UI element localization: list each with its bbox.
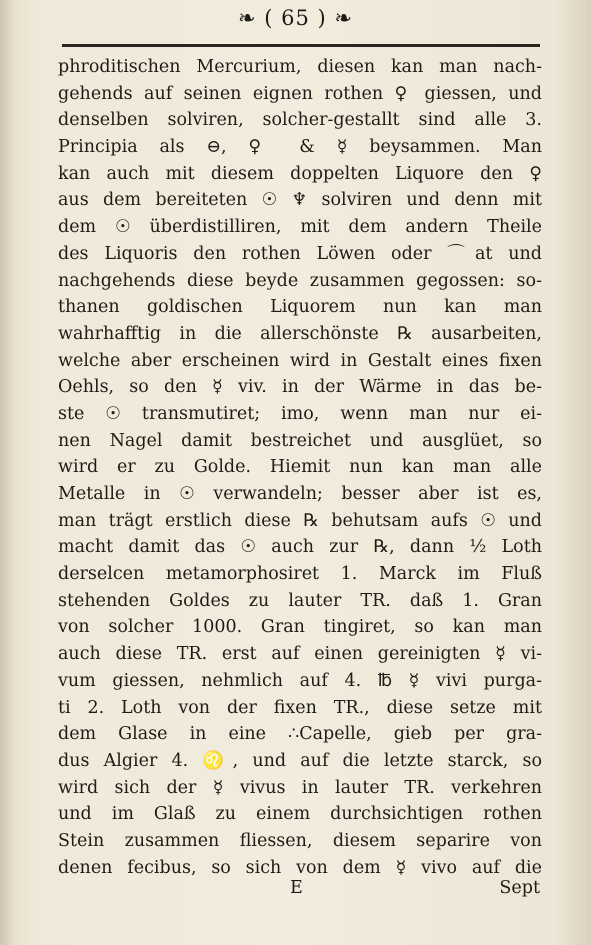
catchword: Sept (499, 878, 540, 898)
text-line: wird er zu Golde. Hiemit nun kan man alle (58, 457, 542, 478)
text-line: derselcen metamorphosiret 1. Marck im Fluß (58, 564, 542, 585)
text-line: phroditischen Mercurium, diesen kan man nach- (58, 57, 542, 77)
signature-mark: E (290, 878, 303, 898)
text-line: nen Nagel damit bestreichet und ausglüet, so (58, 430, 542, 451)
text-line: ste ☉ transmutiret; imo, wenn man nur ei- (58, 403, 542, 424)
text-line: Oehls, so den ☿ viv. in der Wärme in das be- (58, 377, 542, 398)
text-line: dem ☉ überdistilliren, mit dem andern Theile (58, 217, 542, 238)
text-line: welche aber erscheinen wird in Gestalt eines fixen (58, 350, 542, 371)
text-line: wird sich der ☿ vivus in lauter TR. verkehren (58, 777, 542, 798)
text-line: von solcher 1000. Gran tingiret, so kan man (58, 617, 542, 638)
gutter-shadow (0, 0, 14, 945)
text-line: nachgehends diese beyde zusammen gegossen: so- (58, 270, 542, 291)
page-number-header: ❧ ( 65 ) ❧ (238, 6, 353, 30)
text-line: und im Glaß zu einem durchsichtigen rothen (58, 804, 542, 825)
text-line: Stein zusammen fliessen, diesem separire von (58, 830, 542, 851)
text-line: wahrhafftig in die allerschönste ℞ ausarbeiten, (58, 323, 542, 344)
text-line: ti 2. Loth von der fixen TR., diese setze mit (58, 697, 542, 718)
page-footer (58, 878, 542, 904)
text-line: macht damit das ☉ auch zur ℞, dann ½ Loth (58, 537, 542, 558)
text-line: aus dem bereiteten ☉ ♆ solviren und denn mit (58, 190, 542, 211)
text-line: man trägt erstlich diese ℞ behutsam aufs ☉ und (58, 510, 542, 531)
text-line: denselben solviren, solcher-gestallt sind alle 3. (58, 110, 542, 131)
text-line: stehenden Goldes zu lauter TR. daß 1. Gran (58, 590, 542, 611)
text-line: denen fecibus, so sich von dem ☿ vivo auf die (58, 857, 542, 878)
text-line: dus Algier 4. ♌, und auf die letzte starck, so (58, 750, 542, 771)
body-text (58, 54, 542, 881)
text-line: Principia als ⊖, ♀ & ☿ beysammen. Man (58, 137, 542, 158)
text-line: kan auch mit diesem doppelten Liquore den ♀ (58, 163, 542, 184)
text-line: vum giessen, nehmlich auf 4. ℔ ☿ vivi purga- (58, 670, 542, 691)
text-line: gehends auf seinen eignen rothen ♀ giessen, und (58, 83, 542, 104)
text-line: Metalle in ☉ verwandeln; besser aber ist es, (58, 484, 542, 504)
text-line: des Liquoris den rothen Löwen oder ⌒at und (58, 243, 542, 264)
text-line: auch diese TR. erst auf einen gereinigten ☿ vi- (58, 644, 542, 665)
text-line: thanen goldischen Liquorem nun kan man (58, 297, 542, 318)
header-rule (62, 44, 540, 47)
text-line: dem Glase in eine ∴Capelle, gieb per gra- (58, 724, 542, 745)
